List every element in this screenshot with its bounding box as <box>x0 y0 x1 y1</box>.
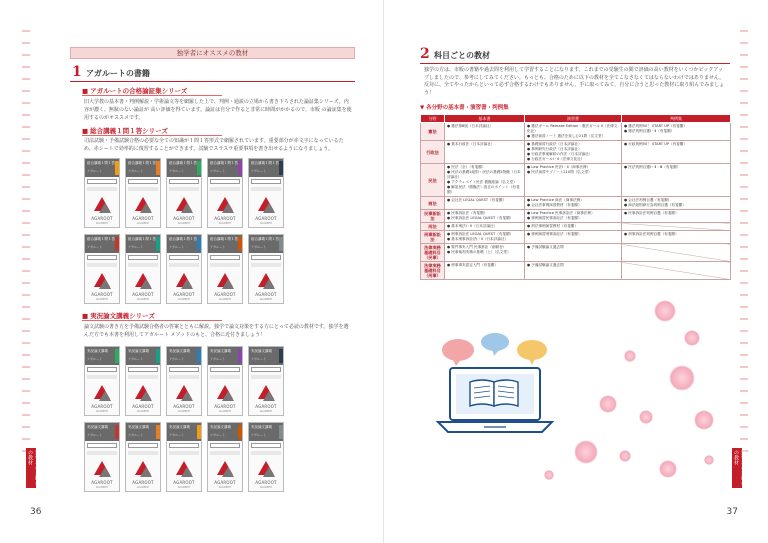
book-title: 実況論文講義 <box>87 425 108 429</box>
book-label <box>251 367 281 372</box>
book-label-sub <box>169 451 199 455</box>
column-header: 演習書 <box>525 115 622 123</box>
laptop-book-illustration <box>430 330 560 440</box>
logo-triangle-gray-icon <box>263 203 275 213</box>
book-brand: アガルート <box>169 245 184 249</box>
book-logo-sub: ACADEMY <box>136 298 150 301</box>
column-header: 基本書 <box>445 115 525 123</box>
book-cover-header <box>126 347 160 365</box>
table-cell <box>622 262 731 280</box>
logo-triangle-gray-icon <box>99 467 111 477</box>
sub2-text: 司法試験・予備試験合格の必要な全ての知識が１問１答形式で網羅されています。重要部分が赤文字になっているため、赤シートで効率的に復習することができます。試験でスラスラ重要事項を書き出せるようになりましょう。 <box>84 138 344 152</box>
book-logo: AGAROOT <box>173 404 195 409</box>
cherry-blossom-icon <box>704 455 714 465</box>
logo-triangle-gray-icon <box>140 279 152 289</box>
table-title: ▼ 各分野の基本書・演習書・判例集 <box>420 105 509 111</box>
book-title: 総合講義１問１答 <box>128 161 156 165</box>
book-brand: アガルート <box>128 245 143 249</box>
book-title: 実況論文講義 <box>87 349 108 353</box>
subject-cell: 民事訴訟法 <box>421 210 445 223</box>
right-page-number: 37 <box>726 507 738 517</box>
logo-triangle-gray-icon <box>181 391 193 401</box>
book-title: 総合講義１問１答 <box>251 161 279 165</box>
left-banner: 独学者にオススメの教材 <box>70 47 355 59</box>
book-brand: アガルート <box>87 357 102 361</box>
book-cover-header <box>167 423 201 441</box>
section-title: アガルートの書籍 <box>86 69 150 78</box>
book-title: 総合講義１問１答 <box>169 161 197 165</box>
book-logo: AGAROOT <box>255 480 277 485</box>
book-logo-sub: ACADEMY <box>218 410 232 413</box>
section-underline <box>70 81 355 82</box>
sub3-underline <box>82 320 222 321</box>
book-label-sub <box>210 263 240 267</box>
subject-cell: 刑事訴訟法 <box>421 231 445 244</box>
table-row <box>421 223 731 231</box>
table-cell: ● 刑事事実認定入門（有斐閣） <box>445 262 525 280</box>
logo-triangle-gray-icon <box>222 279 234 289</box>
book-cover <box>84 158 120 228</box>
book-logo: AGAROOT <box>91 216 113 221</box>
book-brand: アガルート <box>210 433 225 437</box>
book-logo: AGAROOT <box>173 480 195 485</box>
book-label <box>210 179 240 184</box>
book-brand: アガルート <box>210 357 225 361</box>
materials-table-wrap <box>420 114 730 280</box>
table-cell: ● 民法判例百選Ⅰ・Ⅱ・Ⅲ（有斐閣） <box>622 164 731 197</box>
book-logo: AGAROOT <box>214 404 236 409</box>
book-brand: アガルート <box>210 245 225 249</box>
book-logo: AGAROOT <box>91 480 113 485</box>
table-cell: ● 刑事訴訟法判例百選（有斐閣） <box>622 231 731 244</box>
book-cover-header <box>85 159 119 177</box>
book-cover-header <box>85 347 119 365</box>
book-logo-sub: ACADEMY <box>259 298 273 301</box>
subject-cell: 法律実務基礎科目（刑事） <box>421 262 445 280</box>
book-cover-header <box>126 159 160 177</box>
book-label <box>251 255 281 260</box>
book-title: 総合講義１問１答 <box>251 237 279 241</box>
logo-triangle-gray-icon <box>181 467 193 477</box>
book-color-tag <box>156 161 160 175</box>
book-title: 実況論文講義 <box>169 349 190 353</box>
book-label-sub <box>169 187 199 191</box>
book-logo-sub: ACADEMY <box>177 486 191 489</box>
book-cover-header <box>208 159 242 177</box>
table-cell: ● Law Practice 民法Ⅰ・Ⅱ（商事法務） ● 民法演習サブノート210問（弘文堂） <box>525 164 622 197</box>
book-cover-header <box>126 423 160 441</box>
book-cover-header <box>208 235 242 253</box>
column-header: 分野 <box>421 115 445 123</box>
section-underline-2 <box>420 63 730 64</box>
cherry-blossom-icon <box>684 330 700 346</box>
book-color-tag <box>238 349 242 363</box>
book-cover <box>207 422 243 492</box>
book-logo-sub: ACADEMY <box>259 222 273 225</box>
table-header-row <box>421 115 731 123</box>
speech-bubble-left-icon <box>442 339 474 361</box>
sub2-underline <box>82 135 222 136</box>
table-row <box>421 231 731 244</box>
sub1-title: ■ アガルートの合格論証集シリーズ <box>82 86 187 95</box>
table-row <box>421 244 731 262</box>
cherry-blossom-icon <box>639 410 653 424</box>
book-logo-sub: ACADEMY <box>259 410 273 413</box>
table-cell: ● 憲法第8版（日本評論社） <box>445 123 525 141</box>
book-color-tag <box>197 161 201 175</box>
book-label-sub <box>128 187 158 191</box>
book-label <box>87 367 117 372</box>
book-cover <box>125 158 161 228</box>
column-header: 判例集 <box>622 115 731 123</box>
book-label <box>169 179 199 184</box>
table-cell: ● 民法（全）（有斐閣） ● 民法の基礎1総則・民法の基礎2物権（日本評論社） ● アクティベイト民法 債権総論（弘文堂） ● 解説民法（債権法）改正のポイント（有斐閣） <box>445 164 525 197</box>
book-cover <box>84 234 120 304</box>
book-logo: AGAROOT <box>214 216 236 221</box>
book-logo: AGAROOT <box>255 292 277 297</box>
book-title: 総合講義１問１答 <box>87 161 115 165</box>
book-title: 総合講義１問１答 <box>210 161 238 165</box>
logo-triangle-gray-icon <box>140 391 152 401</box>
book-color-tag <box>279 237 283 251</box>
right-page <box>384 0 768 543</box>
book-logo: AGAROOT <box>132 404 154 409</box>
book-brand: アガルート <box>128 357 143 361</box>
book-logo: AGAROOT <box>91 404 113 409</box>
book-label <box>87 443 117 448</box>
book-cover <box>84 422 120 492</box>
book-color-tag <box>115 161 119 175</box>
book-brand: アガルート <box>128 169 143 173</box>
book-logo-sub: ACADEMY <box>218 222 232 225</box>
intro-text: 独学の方は、市販の書籍や過去問を利用して学習することになります。これまでの受験生の間で評価の高い教材をいくつかピックアップしましたので、参考にしてみてください。もっとも、合格のために以下の教材を全てこなさなくてはならないわけではありません。反対に、全てやったからといって必ず合格するわけでもありません。手に取ってみて、自分に合うと思った教材に取り組んでみましょう！ <box>424 67 725 96</box>
book-color-tag <box>238 237 242 251</box>
table-cell <box>622 223 731 231</box>
table-cell <box>622 244 731 262</box>
book-grid-essay <box>84 346 284 492</box>
book-logo: AGAROOT <box>255 216 277 221</box>
book-label-sub <box>251 451 281 455</box>
book-title: 実況論文講義 <box>169 425 190 429</box>
book-logo: AGAROOT <box>132 480 154 485</box>
book-logo-sub: ACADEMY <box>95 486 109 489</box>
book-logo-sub: ACADEMY <box>136 486 150 489</box>
book-logo: AGAROOT <box>214 292 236 297</box>
book-label-sub <box>128 375 158 379</box>
book-label-sub <box>251 375 281 379</box>
book-brand: アガルート <box>128 433 143 437</box>
logo-triangle-gray-icon <box>222 467 234 477</box>
book-logo: AGAROOT <box>91 292 113 297</box>
book-label-sub <box>87 451 117 455</box>
book-brand: アガルート <box>87 245 102 249</box>
book-label <box>128 443 158 448</box>
sub3-text: 論文試験の書き方を予備試験合格者の答案とともに解説。独学で論文対策をする方にとって必読の教材です。独学を選んだ方でも本書を利用してアガルート メソッドのもと、合格に近付きましょう！ <box>84 324 349 338</box>
book-cover <box>125 422 161 492</box>
book-brand: アガルート <box>251 245 266 249</box>
table-cell: ● 要件事実入門 民事訴訟（創耕舎） ● 民事裁判実務の基礎（上）（弘文堂） <box>445 244 525 262</box>
book-cover-header <box>208 347 242 365</box>
book-label <box>251 179 281 184</box>
book-brand: アガルート <box>169 433 184 437</box>
book-cover <box>248 346 284 416</box>
book-title: 総合講義１問１答 <box>128 237 156 241</box>
table-cell: ● 憲法ガール Remake Edition・憲法ガール II（法律文化社） ● 憲法演習ノート 憲法を楽しむ21問（弘文堂） <box>525 123 622 141</box>
section-title-2: 科目ごとの教材 <box>434 51 490 60</box>
table-row <box>421 210 731 223</box>
book-logo-sub: ACADEMY <box>95 298 109 301</box>
book-cover <box>166 422 202 492</box>
cherry-blossom-icon <box>619 450 631 462</box>
book-label-sub <box>251 187 281 191</box>
left-margin-ruler <box>22 30 30 510</box>
book-cover <box>166 158 202 228</box>
book-label-sub <box>210 375 240 379</box>
book-brand: アガルート <box>169 169 184 173</box>
sub1-text: 旧大学教の基本書・判例解説・学術論文等を網羅した上で、判例・通説の立場から書き下ろされた論証集シリーズ。内容が濃く、無駄のない論証が 高い評価を得ています。論証は自分で作ると非常に時間がかかるので、市販 の論証集を使用するのがオススメです。 <box>84 99 352 121</box>
book-label-sub <box>87 375 117 379</box>
book-logo: AGAROOT <box>255 404 277 409</box>
book-cover <box>207 346 243 416</box>
table-cell: ● 行政判例50！ START UP（有斐閣） <box>622 141 731 164</box>
book-logo-sub: ACADEMY <box>177 410 191 413</box>
book-cover <box>84 346 120 416</box>
book-logo-sub: ACADEMY <box>177 222 191 225</box>
sub1-underline <box>82 95 222 96</box>
book-label <box>210 443 240 448</box>
subject-cell: 行政法 <box>421 141 445 164</box>
book-label-sub <box>169 375 199 379</box>
subject-cell: 憲法 <box>421 123 445 141</box>
table-row <box>421 141 731 164</box>
book-cover-header <box>167 159 201 177</box>
book-label-sub <box>210 187 240 191</box>
book-color-tag <box>115 349 119 363</box>
table-row <box>421 197 731 210</box>
table-cell: ● 予備試験論文過去問 <box>525 244 622 262</box>
logo-triangle-gray-icon <box>99 203 111 213</box>
book-title: 実況論文講義 <box>251 425 272 429</box>
book-logo-sub: ACADEMY <box>218 486 232 489</box>
book-title: 実況論文講義 <box>210 425 231 429</box>
book-title: 実況論文講義 <box>128 349 149 353</box>
book-brand: アガルート <box>251 433 266 437</box>
book-cover-header <box>167 347 201 365</box>
logo-triangle-gray-icon <box>140 203 152 213</box>
book-color-tag <box>197 349 201 363</box>
book-label <box>169 367 199 372</box>
book-cover <box>248 234 284 304</box>
book-color-tag <box>279 425 283 439</box>
book-title: 実況論文講義 <box>251 349 272 353</box>
book-cover-header <box>249 159 283 177</box>
book-label <box>169 255 199 260</box>
table-cell: ● Law Practice 商法（商事法務） ● 会社法事例演習教材（有斐閣） <box>525 197 622 210</box>
book-color-tag <box>115 425 119 439</box>
table-cell: ● 基礎演習行政法（日本評論社） ● 事例研究行政法（日本評論社） ● 行政法事案解析の作法（日本評論社） ● 行政法ガールⅠ・Ⅱ（法律文化社） <box>525 141 622 164</box>
book-label-sub <box>128 451 158 455</box>
book-cover <box>248 422 284 492</box>
book-color-tag <box>115 237 119 251</box>
left-side-tab: 独学者にお勧めの教材 <box>26 448 36 488</box>
book-color-tag <box>197 237 201 251</box>
table-cell: ● 会社法判例百選（有斐閣） ● 商法総則商行為判例百選（有斐閣） <box>622 197 731 210</box>
book-color-tag <box>238 425 242 439</box>
table-row <box>421 123 731 141</box>
subject-cell: 商法 <box>421 197 445 210</box>
table-cell: ● 会社法 LEGAL QUEST（有斐閣） <box>445 197 525 210</box>
table-cell: ● 事例演習刑事訴訟法（有斐閣） <box>525 231 622 244</box>
book-logo: AGAROOT <box>173 292 195 297</box>
cherry-blossom-icon <box>599 395 617 413</box>
book-cover-header <box>126 235 160 253</box>
book-label <box>87 255 117 260</box>
book-grid-one-question <box>84 158 284 304</box>
book-cover <box>125 234 161 304</box>
book-cover-header <box>85 235 119 253</box>
book-cover <box>125 346 161 416</box>
cherry-blossom-icon <box>694 410 714 430</box>
book-logo-sub: ACADEMY <box>95 222 109 225</box>
book-label <box>169 443 199 448</box>
table-cell: ● 基本刑法Ⅰ・Ⅱ（日本評論社） <box>445 223 525 231</box>
book-cover-header <box>249 423 283 441</box>
table-cell: ● 刑法事例演習教材（有斐閣） <box>525 223 622 231</box>
table-cell: ● 憲法判例50！ START UP（有斐閣） ● 憲法判例百選Ⅰ・Ⅱ（有斐閣） <box>622 123 731 141</box>
subject-cell: 法律実務基礎科目（民事） <box>421 244 445 262</box>
book-logo-sub: ACADEMY <box>95 410 109 413</box>
book-cover <box>207 234 243 304</box>
book-label-sub <box>128 263 158 267</box>
logo-triangle-gray-icon <box>222 203 234 213</box>
book-label <box>210 255 240 260</box>
cherry-blossom-icon <box>574 440 598 464</box>
book-color-tag <box>279 161 283 175</box>
logo-triangle-gray-icon <box>263 279 275 289</box>
book-title: 総合講義１問１答 <box>87 237 115 241</box>
book-label <box>128 367 158 372</box>
right-margin-ruler <box>740 30 748 510</box>
book-color-tag <box>197 425 201 439</box>
logo-triangle-gray-icon <box>263 391 275 401</box>
book-label-sub <box>251 263 281 267</box>
book-title: 実況論文講義 <box>128 425 149 429</box>
book-title: 総合講義１問１答 <box>210 237 238 241</box>
cherry-blossom-icon <box>669 365 695 391</box>
cherry-blossom-icon <box>544 470 554 480</box>
book-logo: AGAROOT <box>173 216 195 221</box>
book-label-sub <box>169 263 199 267</box>
right-side-tab: 独学者にお勧めの教材 <box>732 448 742 488</box>
book-logo-sub: ACADEMY <box>218 298 232 301</box>
table-cell: ● 予備試験論文過去問 <box>525 262 622 280</box>
table-cell: ● 民事訴訟法（有斐閣） ● 民事訴訟法 LEGAL QUEST（有斐閣） <box>445 210 525 223</box>
materials-table <box>420 114 731 280</box>
book-color-tag <box>156 237 160 251</box>
cherry-blossom-icon <box>659 460 677 478</box>
left-page-number: 36 <box>30 507 42 517</box>
table-cell: ● 民事訴訟法判例百選（有斐閣） <box>622 210 731 223</box>
subject-cell: 刑法 <box>421 223 445 231</box>
speech-bubble-center-icon <box>481 333 509 351</box>
book-cover-header <box>85 423 119 441</box>
book-cover-header <box>249 235 283 253</box>
book-color-tag <box>279 349 283 363</box>
book-brand: アガルート <box>210 169 225 173</box>
cherry-blossom-icon <box>654 300 676 322</box>
book-color-tag <box>156 425 160 439</box>
book-brand: アガルート <box>169 357 184 361</box>
section-number: 1 <box>72 64 82 80</box>
book-cover <box>207 158 243 228</box>
book-logo-sub: ACADEMY <box>259 486 273 489</box>
table-row <box>421 164 731 197</box>
book-label <box>87 179 117 184</box>
table-cell: ● 刑事訴訟法 LEGAL QUEST（有斐閣） ● 基本刑事訴訟法Ⅰ・Ⅱ（日本評論社） <box>445 231 525 244</box>
book-logo: AGAROOT <box>214 480 236 485</box>
book-cover <box>166 234 202 304</box>
book-label <box>128 179 158 184</box>
book-brand: アガルート <box>251 357 266 361</box>
table-cell: ● 基本行政法（日本評論社） <box>445 141 525 164</box>
book-brand: アガルート <box>251 169 266 173</box>
section-number-2: 2 <box>420 46 430 62</box>
book-brand: アガルート <box>87 169 102 173</box>
book-label <box>128 255 158 260</box>
book-logo: AGAROOT <box>132 216 154 221</box>
logo-triangle-gray-icon <box>99 391 111 401</box>
logo-triangle-gray-icon <box>140 467 152 477</box>
logo-triangle-gray-icon <box>222 391 234 401</box>
book-brand: アガルート <box>87 433 102 437</box>
book-color-tag <box>238 161 242 175</box>
book-color-tag <box>156 349 160 363</box>
open-book-icon <box>470 380 494 406</box>
logo-triangle-gray-icon <box>181 279 193 289</box>
sub3-title: ■ 実況論文講義シリーズ <box>82 311 155 320</box>
book-logo: AGAROOT <box>132 292 154 297</box>
book-cover <box>166 346 202 416</box>
book-label-sub <box>87 187 117 191</box>
table-row <box>421 262 731 280</box>
book-title: 総合講義１問１答 <box>169 237 197 241</box>
table-cell: ● Law Practice 民事訴訟法（商事法務） ● 事例演習民事訴訟法（有斐閣） <box>525 210 622 223</box>
book-label <box>210 367 240 372</box>
sub2-title: ■ 総合講義１問１答シリーズ <box>82 126 168 135</box>
logo-triangle-gray-icon <box>263 467 275 477</box>
book-title: 実況論文講義 <box>210 349 231 353</box>
subject-cell: 民法 <box>421 164 445 197</box>
book-logo-sub: ACADEMY <box>136 410 150 413</box>
book-cover <box>248 158 284 228</box>
cherry-blossom-icon <box>624 350 636 362</box>
book-logo-sub: ACADEMY <box>136 222 150 225</box>
book-label-sub <box>210 451 240 455</box>
book-cover-header <box>249 347 283 365</box>
book-logo-sub: ACADEMY <box>177 298 191 301</box>
book-cover-header <box>208 423 242 441</box>
book-label <box>251 443 281 448</box>
book-label-sub <box>87 263 117 267</box>
book-cover-header <box>167 235 201 253</box>
logo-triangle-gray-icon <box>181 203 193 213</box>
logo-triangle-gray-icon <box>99 279 111 289</box>
